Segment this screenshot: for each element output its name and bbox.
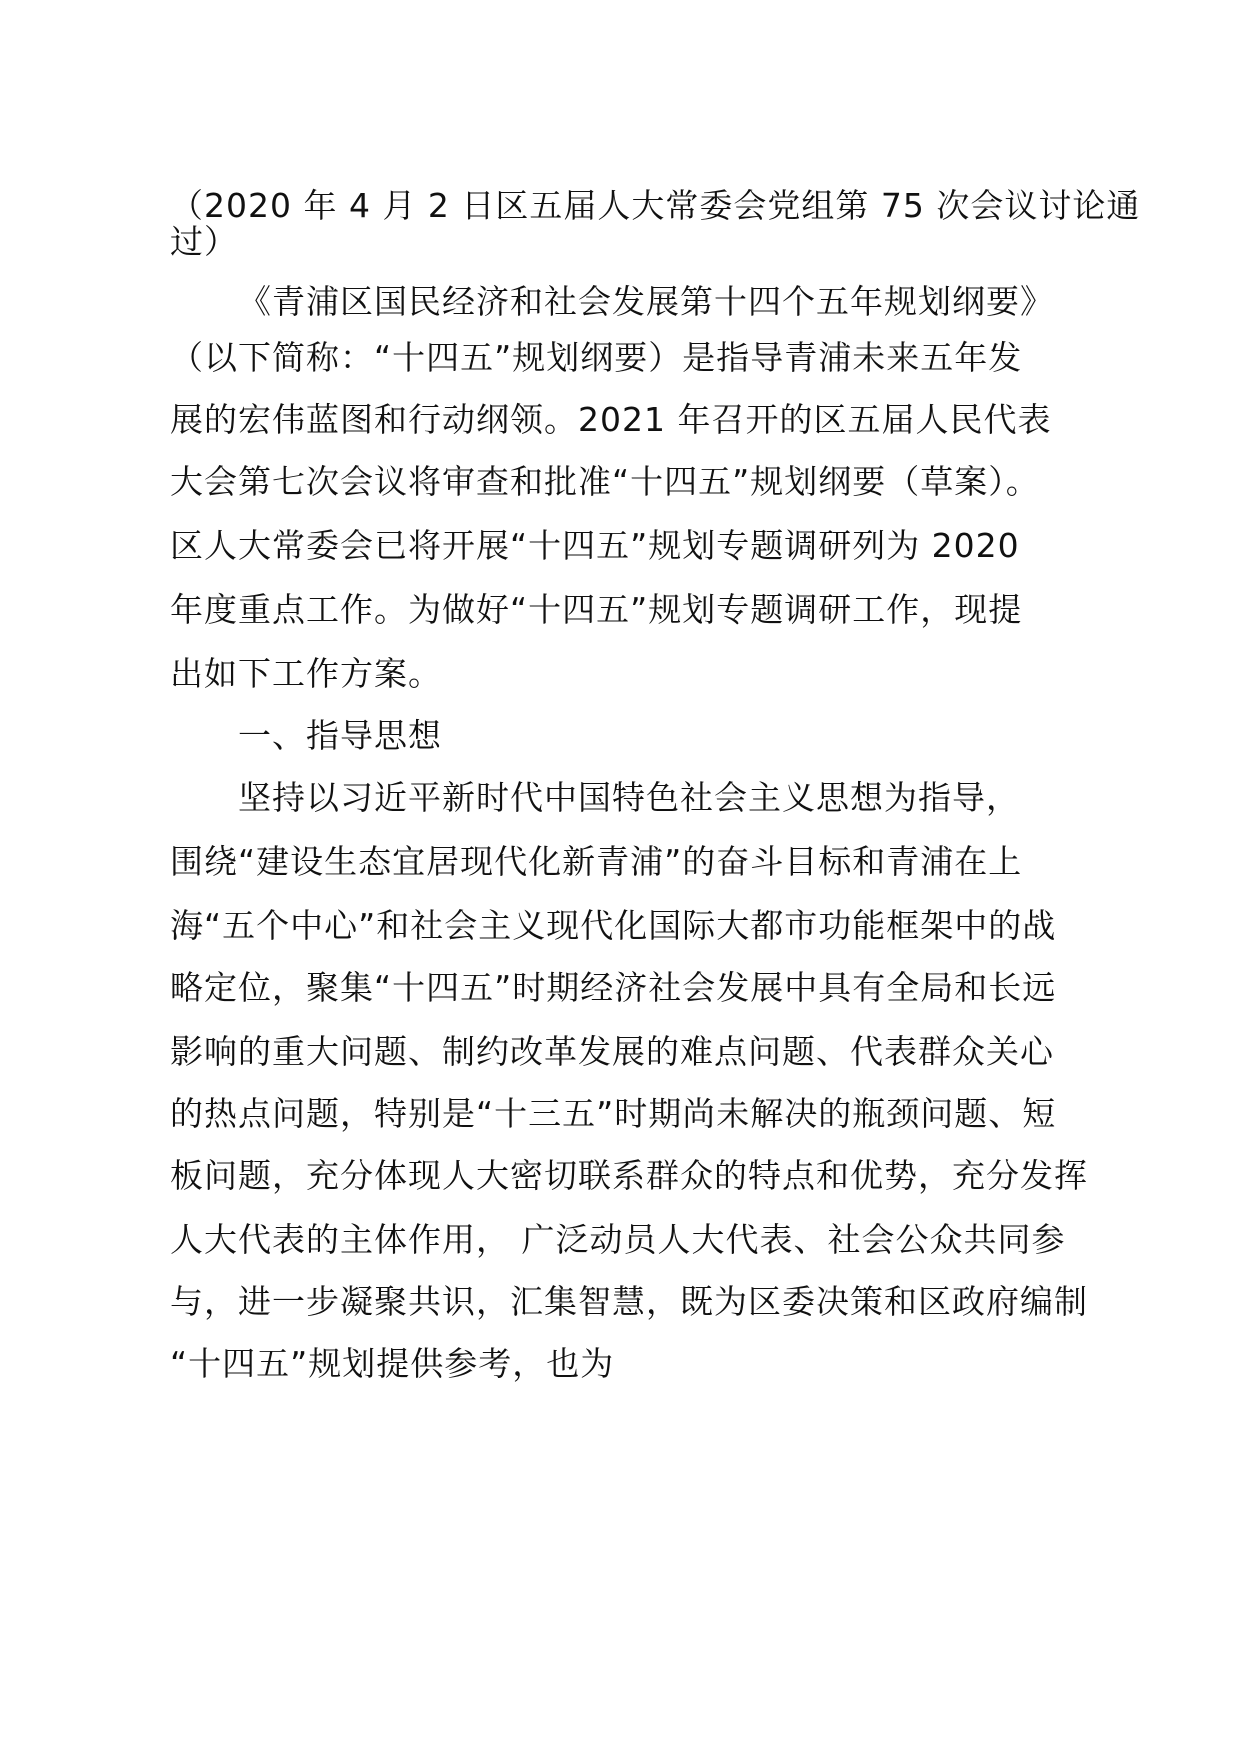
guidance-line-3: 海“五个中心”和社会主义现代化国际大都市功能框架中的战 xyxy=(170,906,1057,945)
guidance-line-1: 坚持以习近平新时代中国特色社会主义思想为指导， xyxy=(238,778,1020,817)
guidance-line-10: “十四五”规划提供参考，也为 xyxy=(170,1344,615,1383)
intro-line-3: 展的宏伟蓝图和行动纲领。2021 年召开的区五届人民代表 xyxy=(170,400,1052,439)
intro-line-2: （以下简称：“十四五”规划纲要）是指导青浦未来五年发 xyxy=(170,338,1023,377)
intro-line-5: 区人大常委会已将开展“十四五”规划专题调研列为 2020 xyxy=(170,526,1020,565)
section-heading: 一、指导思想 xyxy=(238,716,442,755)
intro-line-1: 《青浦区国民经济和社会发展第十四个五年规划纲要》 xyxy=(238,282,1054,321)
meeting-note-line-1: （2020 年 4 月 2 日区五届人大常委会党组第 75 次会议讨论通 xyxy=(170,186,1141,225)
guidance-line-5: 影响的重大问题、制约改革发展的难点问题、代表群众关心 xyxy=(170,1032,1054,1071)
guidance-line-9: 与，进一步凝聚共识，汇集智慧，既为区委决策和区政府编制 xyxy=(170,1282,1088,1321)
guidance-line-2: 围绕“建设生态宜居现代化新青浦”的奋斗目标和青浦在上 xyxy=(170,842,1023,881)
meeting-note-line-2: 过） xyxy=(170,222,238,261)
guidance-line-7: 板问题，充分体现人大密切联系群众的特点和优势，充分发挥 xyxy=(170,1156,1088,1195)
intro-line-4: 大会第七次会议将审查和批准“十四五”规划纲要（草案）。 xyxy=(170,462,1040,501)
guidance-line-6: 的热点问题，特别是“十三五”时期尚未解决的瓶颈问题、短 xyxy=(170,1094,1057,1133)
intro-line-6: 年度重点工作。为做好“十四五”规划专题调研工作，现提 xyxy=(170,590,1023,629)
guidance-line-4: 略定位，聚集“十四五”时期经济社会发展中具有全局和长远 xyxy=(170,968,1057,1007)
intro-line-7: 出如下工作方案。 xyxy=(170,654,442,693)
guidance-line-8: 人大代表的主体作用， 广泛动员人大代表、社会公众共同参 xyxy=(170,1220,1066,1259)
